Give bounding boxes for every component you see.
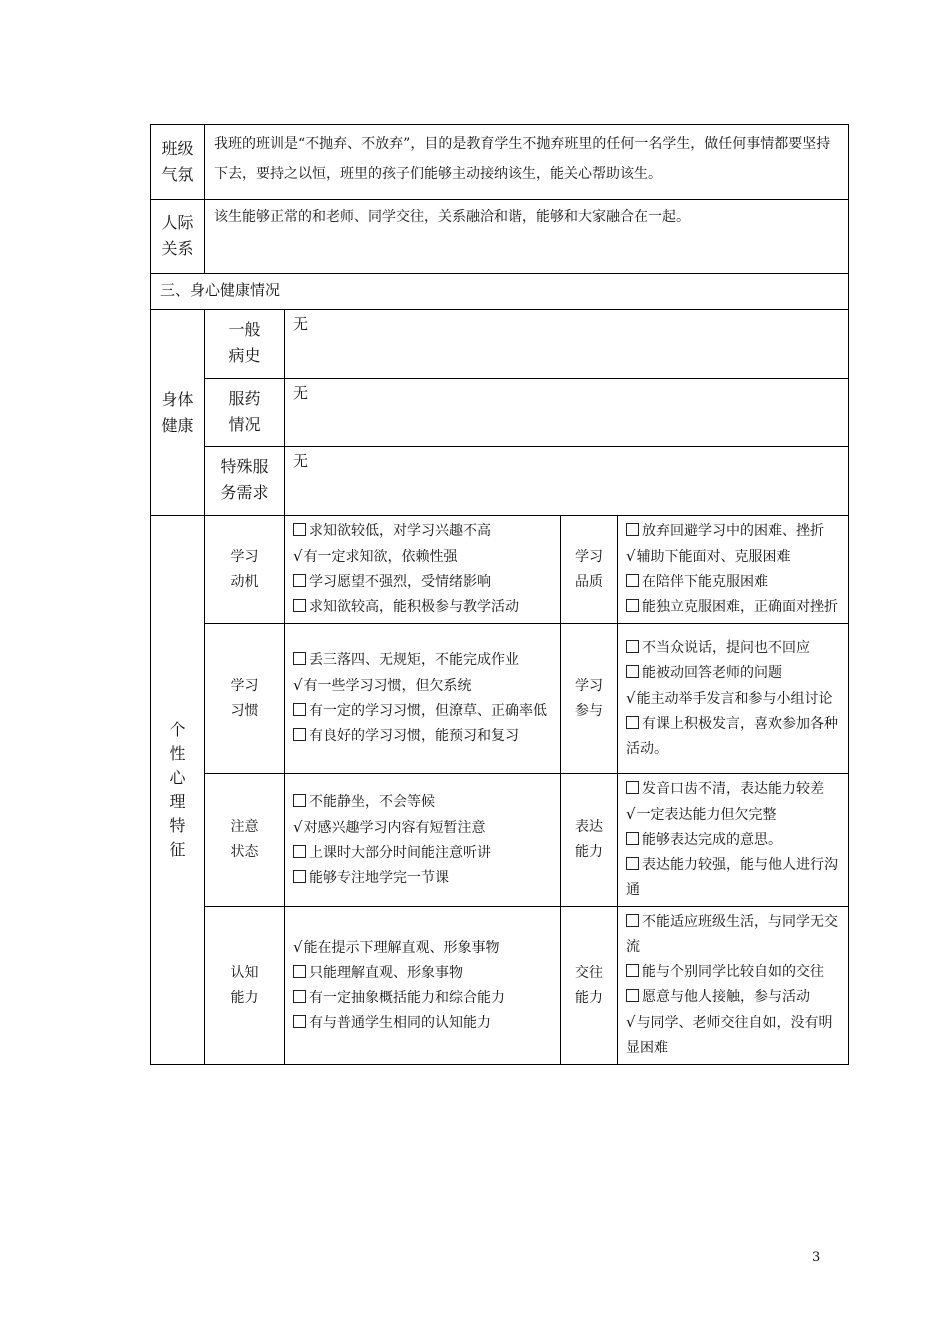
option-text: 放弃回避学习中的困难、挫折 [642,523,824,539]
checkbox-option [293,544,554,570]
option-text: 有一些学习习惯，但欠系统 [303,678,472,694]
option-text: 能主动举手发言和参与小组讨论 [636,690,833,707]
category-label-line: 能力 [575,989,603,1006]
checkbox-option [626,595,842,620]
option-text: 能与个别同学比较自如的交往 [642,964,824,980]
checkbox-icon [293,574,306,587]
option-text: 有一定的学习习惯，但潦草、正确率低 [309,703,547,719]
checkbox-option [626,960,842,985]
category-label-line: 能力 [575,844,603,860]
left-options [285,774,561,907]
checkbox-option [293,815,554,841]
checkbox-option [293,1011,554,1036]
right-category-label [561,907,618,1065]
checkbox-option [626,519,842,544]
checkbox-option [626,636,842,661]
option-text: 上课时大部分时间能注意听讲 [309,844,491,861]
checkbox-icon [626,781,639,794]
checkbox-option [626,910,842,960]
category-label-line: 动机 [230,573,259,590]
record-table-body [151,125,849,1065]
checkbox-option [293,519,554,544]
checkbox-option [293,961,554,986]
option-text: 能在提示下理解直观、形象事物 [303,940,500,956]
left-options [285,624,561,774]
category-label-line: 学习 [575,677,603,694]
checkbox-option [293,673,554,699]
checked-box-icon: √ [293,676,303,694]
option-text: 能够专注地学完一节课 [309,869,449,886]
section-title: 三、身心健康情况 [151,274,849,310]
left-category-label [205,516,285,624]
checkbox-option [626,985,842,1010]
psych-traits-char: 心 [169,768,186,787]
checkbox-option [293,986,554,1011]
option-text: 一定表达能力但欠完整 [636,807,777,823]
option-text: 只能理解直观、形象事物 [309,965,463,981]
medication-value: 无 [285,379,849,447]
option-text: 表达能力较强，能与他人进行沟通 [626,857,838,898]
psych-traits-char: 特 [169,816,186,835]
right-options [618,774,849,907]
option-text: 在陪伴下能克服困难 [642,574,768,590]
interpersonal-row [151,200,849,274]
medical-history-value: 无 [285,310,849,379]
left-category-label [205,774,285,907]
checkbox-icon [293,794,306,807]
category-label-line: 认知 [230,964,259,981]
checked-box-icon: √ [293,938,303,956]
checkbox-icon [626,857,639,870]
checkbox-option [626,570,842,595]
psych-traits-char: 个 [169,720,186,739]
checkbox-icon [293,1015,306,1028]
option-text: 有一定求知欲，依赖性强 [303,549,458,565]
option-text: 愿意与他人接触，参与活动 [642,989,810,1005]
left-options [285,516,561,624]
checkbox-icon [626,665,639,678]
option-text: 有一定抽象概括能力和综合能力 [309,990,505,1006]
checkbox-icon [626,523,639,536]
option-text: 发音口齿不清，表达能力较差 [642,781,824,797]
category-label-line: 品质 [575,573,603,590]
psych-traits-label [151,516,205,1065]
category-label-line: 学习 [230,548,259,565]
checkbox-option [293,595,554,620]
checkbox-option [293,570,554,595]
option-text: 辅助下能面对、克服困难 [636,549,791,565]
right-category-label [561,516,618,624]
left-category-label [205,624,285,774]
left-category-label [205,907,285,1065]
checkbox-icon [293,523,306,536]
checkbox-option [626,853,842,903]
checkbox-option [293,790,554,815]
checkbox-icon [626,914,639,927]
checkbox-option [626,777,842,802]
option-text: 有与普通学生相同的认知能力 [309,1015,491,1031]
checkbox-option [626,712,842,762]
class-climate-row [151,125,849,200]
option-text: 有良好的学习习惯，能预习和复习 [309,728,519,744]
option-text: 能够表达完成的意思。 [642,832,782,848]
option-text: 学习愿望不强烈，受情绪影响 [309,574,491,590]
medication-label: 服药 情况 [205,379,285,447]
checkbox-icon [293,845,306,858]
option-text: 求知欲较低，对学习兴趣不高 [309,523,491,539]
category-label-line: 表达 [575,819,603,835]
trait-row [151,516,849,624]
checkbox-option [293,841,554,866]
option-text: 不当众说话，提问也不回应 [642,639,810,656]
option-text: 有课上积极发言，喜欢参加各种活动。 [626,715,838,757]
right-category-label [561,624,618,774]
checked-box-icon: √ [293,817,303,836]
right-options [618,516,849,624]
checkbox-icon [293,870,306,883]
checkbox-option [626,1010,842,1061]
checkbox-icon [626,832,639,845]
checkbox-icon [626,640,639,653]
health-row [151,379,849,447]
medical-history-label: 一般 病史 [205,310,285,379]
checked-box-icon: √ [626,1013,636,1031]
health-row [151,447,849,516]
option-text: 丢三落四、无规矩，不能完成作业 [309,652,519,668]
option-text: 与同学、老师交往自如，没有明显困难 [626,1015,833,1056]
checkbox-option [293,935,554,961]
right-options [618,907,849,1065]
category-label-line: 注意 [230,819,259,835]
checkbox-option [293,866,554,891]
special-needs-label: 特殊服 务需求 [205,447,285,516]
category-label-line: 学习 [230,677,259,694]
interpersonal-text: 该生能够正常的和老师、同学交往，关系融洽和谐，能够和大家融合在一起。 [205,200,849,274]
checkbox-option [626,802,842,828]
category-label-line: 状态 [230,844,259,860]
page-number: 3 [812,1250,821,1265]
checkbox-icon [293,965,306,978]
checkbox-option [626,686,842,712]
checked-box-icon: √ [293,547,303,565]
body-health-label: 身体 健康 [151,310,205,516]
checkbox-icon [293,652,306,665]
category-label-line: 习惯 [230,702,259,719]
right-category-label [561,774,618,907]
left-options [285,907,561,1065]
checkbox-icon [293,599,306,612]
checkbox-option [626,828,842,853]
option-text: 对感兴趣学习内容有短暂注意 [303,819,486,836]
trait-row [151,624,849,774]
checkbox-icon [626,574,639,587]
checked-box-icon: √ [626,547,636,565]
section-heading-row [151,274,849,310]
checkbox-icon [626,599,639,612]
category-label-line: 交往 [575,964,603,981]
psych-traits-char: 理 [169,792,186,811]
option-text: 能独立克服困难，正确面对挫折 [642,599,838,615]
checkbox-icon [293,990,306,1003]
health-row [151,310,849,379]
trait-row [151,774,849,907]
category-label-line: 参与 [575,702,603,719]
checkbox-option [293,724,554,749]
trait-row [151,907,849,1065]
checkbox-option [626,544,842,570]
option-text: 求知欲较高，能积极参与教学活动 [309,599,519,615]
checkbox-icon [626,964,639,977]
option-text: 能被动回答老师的问题 [642,664,782,681]
checkbox-option [626,661,842,686]
record-table [150,124,849,1065]
option-text: 不能适应班级生活，与同学无交流 [626,914,838,955]
class-climate-label: 班级 气氛 [151,125,205,200]
checked-box-icon: √ [626,805,636,823]
checked-box-icon: √ [626,688,636,707]
category-label-line: 能力 [230,989,259,1006]
psych-traits-char: 性 [169,744,186,763]
checkbox-option [293,699,554,724]
class-climate-text: 我班的班训是“不抛弃、不放弃”，目的是教育学生不抛弃班里的任何一名学生，做任何事情都要坚持下去，要持之以恒，班里的孩子们能够主动接纳该生，能关心帮助该生。 [205,125,849,200]
checkbox-option [293,648,554,673]
special-needs-value: 无 [285,447,849,516]
option-text: 不能静坐，不会等候 [309,793,435,810]
interpersonal-label: 人际 关系 [151,200,205,274]
category-label-line: 学习 [575,548,603,565]
checkbox-icon [626,989,639,1002]
right-options [618,624,849,774]
checkbox-icon [626,716,639,729]
psych-traits-char: 征 [169,840,186,859]
checkbox-icon [293,728,306,741]
checkbox-icon [293,703,306,716]
